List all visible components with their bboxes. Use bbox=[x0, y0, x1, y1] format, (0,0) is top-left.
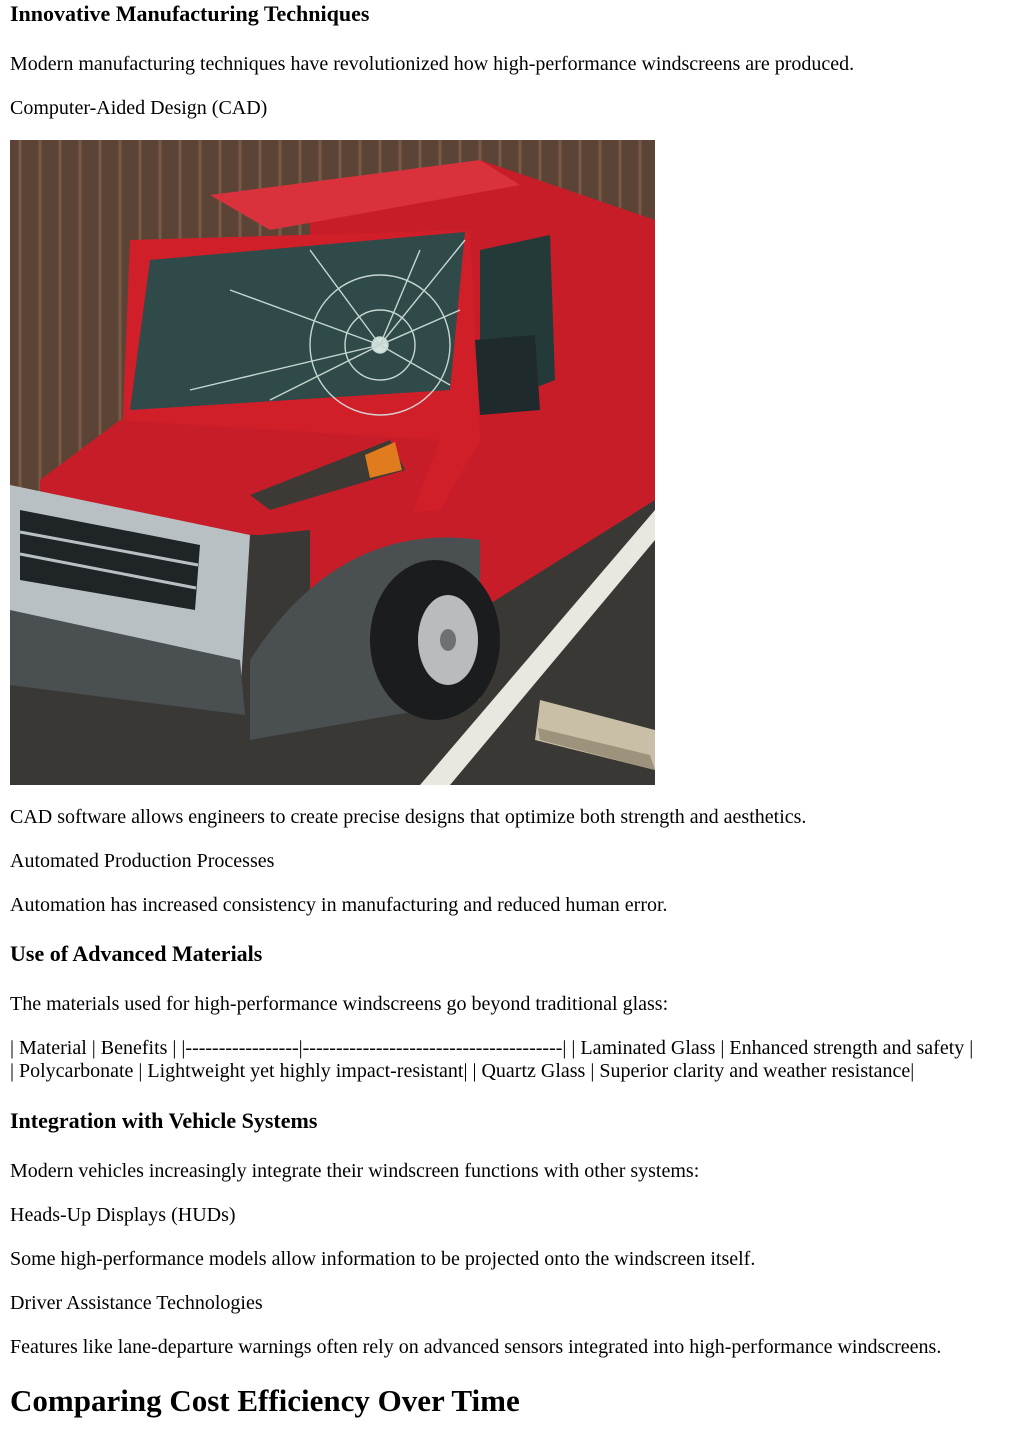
cad-text: CAD software allows engineers to create precise designs that optimize both strength and aesthetics. bbox=[10, 806, 807, 828]
hud-title: Heads-Up Displays (HUDs) bbox=[10, 1204, 236, 1226]
auto-title: Automated Production Processes bbox=[10, 850, 275, 872]
van-photo bbox=[10, 140, 655, 785]
heading-cost-efficiency: Comparing Cost Efficiency Over Time bbox=[10, 1383, 520, 1418]
das-text: Features like lane-departure warnings often rely on advanced sensors integrated into high-performance windscreens. bbox=[10, 1336, 942, 1358]
auto-text: Automation has increased consistency in manufacturing and reduced human error. bbox=[10, 894, 668, 916]
intro-manufacturing: Modern manufacturing techniques have revolutionized how high-performance windscreens are produced. bbox=[10, 53, 855, 75]
intro-integration: Modern vehicles increasingly integrate their windscreen functions with other systems: bbox=[10, 1160, 700, 1182]
das-title: Driver Assistance Technologies bbox=[10, 1292, 263, 1314]
hud-text: Some high-performance models allow information to be projected onto the windscreen itself. bbox=[10, 1248, 756, 1270]
materials-table-line-2: | Polycarbonate | Lightweight yet highly impact-resistant| | Quartz Glass | Superior clarity and weather resistance| bbox=[10, 1060, 915, 1082]
van-illustration bbox=[10, 140, 655, 785]
heading-materials: Use of Advanced Materials bbox=[10, 941, 263, 966]
materials-table-line-1: | Material | Benefits | |-----------------|---------------------------------------| | Laminated Glass | Enhanced strength and safety | bbox=[10, 1037, 974, 1059]
heading-manufacturing: Innovative Manufacturing Techniques bbox=[10, 1, 370, 26]
heading-integration: Integration with Vehicle Systems bbox=[10, 1108, 318, 1133]
intro-materials: The materials used for high-performance windscreens go beyond traditional glass: bbox=[10, 993, 669, 1015]
cad-title: Computer-Aided Design (CAD) bbox=[10, 97, 268, 119]
